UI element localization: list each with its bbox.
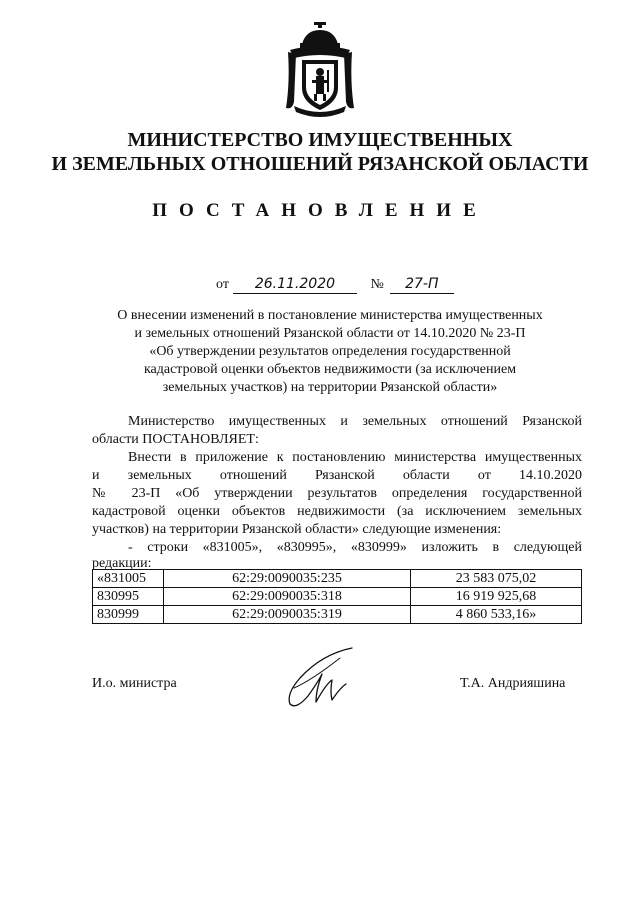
table-row	[93, 570, 582, 588]
cadastral-value: 16 919 925,68	[411, 588, 582, 606]
body-line: Внести в приложение к постановлению министерства имущественных	[128, 450, 582, 465]
body-line: кадастровой оценки объектов недвижимости (за исключением земельных	[92, 504, 582, 519]
changes-paragraph	[92, 449, 582, 557]
dateline	[216, 275, 454, 294]
table-row	[93, 606, 582, 624]
cadastral-number: 62:29:0090035:318	[164, 588, 411, 606]
changes-table	[92, 569, 582, 624]
row-code: 830999	[93, 606, 164, 624]
decree-number: 27-П	[390, 275, 454, 294]
date-label: от	[216, 277, 229, 292]
cadastral-number: 62:29:0090035:235	[164, 570, 411, 588]
subject-line: земельных участков) на территории Рязанской области»	[162, 380, 498, 395]
signatory-title: И.о. министра	[92, 676, 177, 691]
cadastral-value: 4 860 533,16»	[411, 606, 582, 624]
cadastral-number: 62:29:0090035:319	[164, 606, 411, 624]
subject-line: О внесении изменений в постановление министерства имущественных	[117, 308, 543, 323]
subject-line: «Об утверждении результатов определения государственной	[149, 344, 511, 359]
row-code: 830995	[93, 588, 164, 606]
table-row	[93, 588, 582, 606]
body-line: и земельных отношений Рязанской области от 14.10.2020	[92, 468, 582, 483]
handwritten-signature-icon	[282, 644, 362, 710]
cadastral-value: 23 583 075,02	[411, 570, 582, 588]
body-line: области ПОСТАНОВЛЯЕТ:	[92, 432, 259, 447]
subject-line: и земельных отношений Рязанской области от 14.10.2020 № 23-П	[134, 326, 526, 341]
body-line: участков) на территории Рязанской области» следующие изменения:	[92, 522, 502, 537]
ministry-name-line-1: МИНИСТЕРСТВО ИМУЩЕСТВЕННЫХ	[127, 129, 513, 151]
decree-subject	[100, 307, 560, 397]
resolution-paragraph	[92, 413, 582, 449]
body-line: редакции:	[92, 556, 152, 571]
ministry-name-line-2: И ЗЕМЕЛЬНЫХ ОТНОШЕНИЙ РЯЗАНСКОЙ ОБЛАСТИ	[51, 153, 589, 175]
document-type-title: ПОСТАНОВЛЕНИЕ	[152, 200, 488, 221]
decree-date: 26.11.2020	[233, 275, 357, 294]
body-line: № 23-П «Об утверждении результатов определения государственной	[92, 486, 582, 501]
signatory-name: Т.А. Андрияшина	[460, 676, 566, 691]
subject-line: кадастровой оценки объектов недвижимости (за исключением	[143, 362, 517, 377]
body-line: - строки «831005», «830995», «830999» изложить в следующей	[128, 540, 582, 555]
body-line: Министерство имущественных и земельных отношений Рязанской	[128, 414, 582, 429]
row-code: «831005	[93, 570, 164, 588]
number-label: №	[370, 277, 384, 292]
coat-of-arms-icon	[284, 22, 356, 118]
